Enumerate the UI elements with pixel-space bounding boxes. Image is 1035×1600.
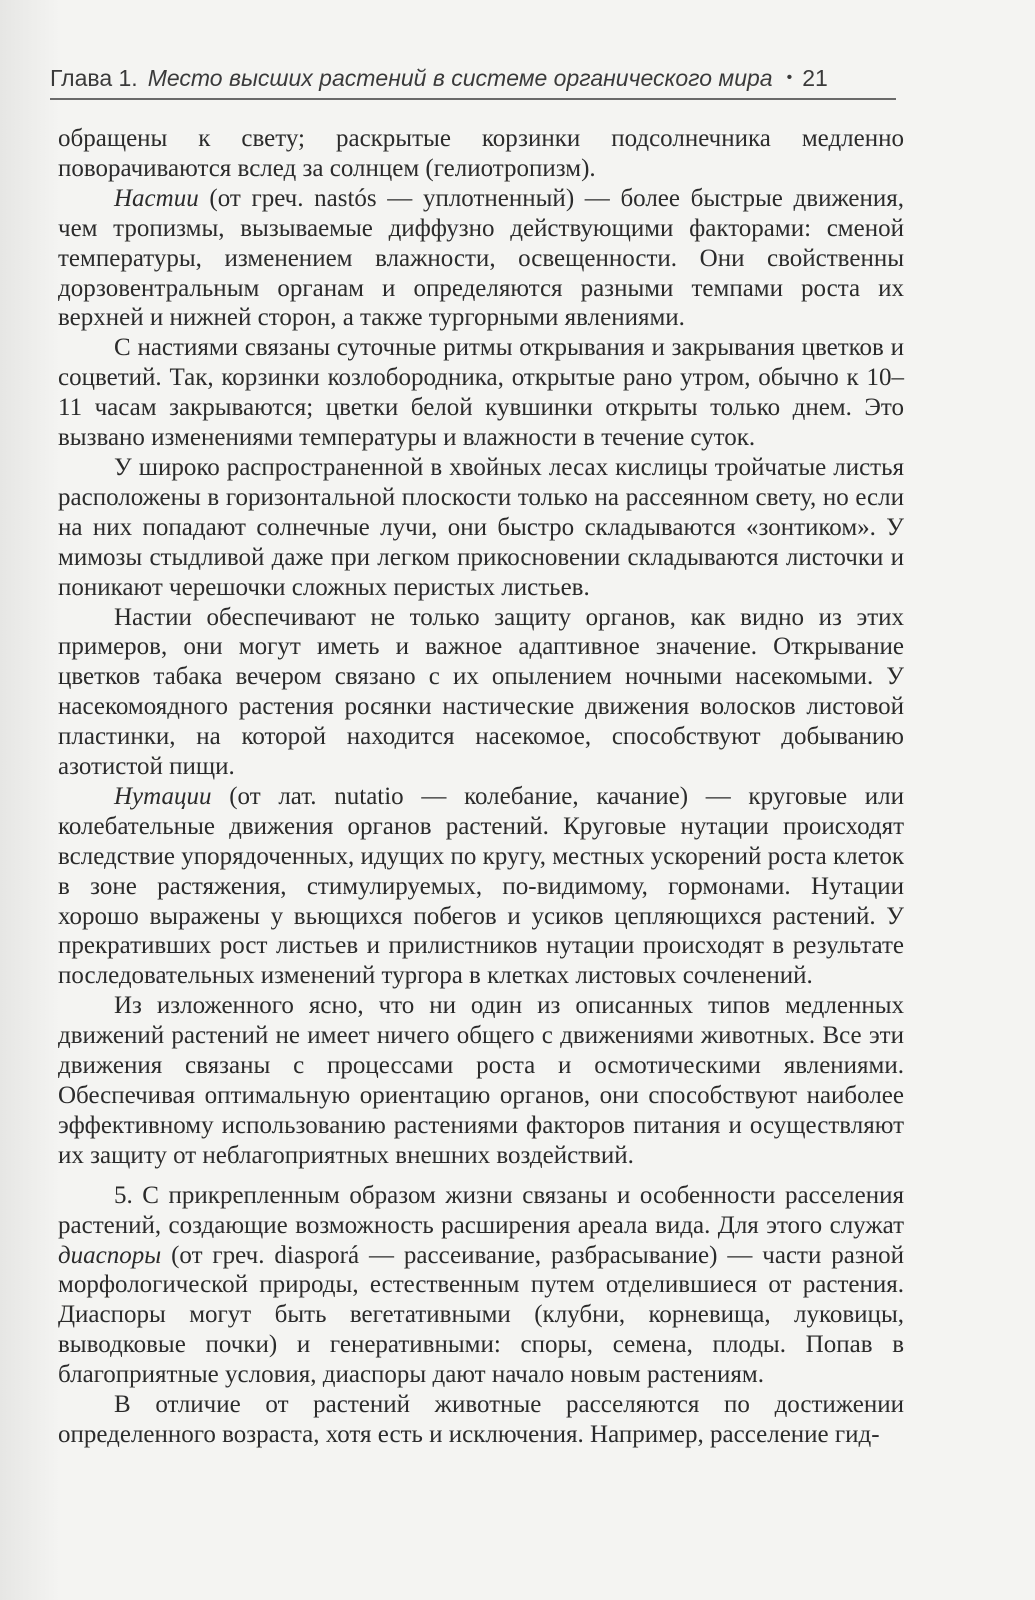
paragraph: С настиями связаны суточные ритмы открывания и закрывания цветков и соцветий. Так, корзинки козлобородника, открытые рано утром, обычно к 10–11 часам закрываются; цветки белой кувшинки открыты только днем. Это вызвано изменениями температуры и влажности в течение суток. bbox=[58, 334, 904, 452]
running-header bbox=[50, 58, 896, 100]
paragraph: обращены к свету; раскрытые корзинки подсолнечника медленно поворачиваются вслед за солнцем (гелиотропизм). bbox=[58, 125, 904, 182]
paragraph: Настии (от греч. nastós — уплотненный) — более быстрые движения, чем тропизмы, вызываемые диффузно действующими факторами: сменой температуры, изменением влажности, освещенности. Они свойственны дорзовентральным органам и определяются разными темпами роста их верхней и нижней сторон, а также тургорными явлениями. bbox=[58, 184, 904, 332]
term-nutatsii: Нутации bbox=[114, 782, 212, 810]
page-gutter-shadow bbox=[0, 0, 60, 1600]
chapter-number: Глава 1. bbox=[50, 64, 138, 91]
header-bullet: • bbox=[786, 69, 793, 86]
paragraph: Настии обеспечивают не только защиту органов, как видно из этих примеров, они могут иметь и важное адаптивное значение. Открывание цветков табака вечером связано с их опылением ночными насекомыми. У насекомоядного растения росянки настические движения волосков листовой пластинки, на которой находится насекомое, способствуют добыванию азотистой пищи. bbox=[58, 603, 904, 781]
term-nastii: Настии bbox=[114, 184, 199, 212]
paragraph: У широко распространенной в хвойных лесах кислицы тройчатые листья расположены в горизонтальной плоскости только на рассеянном свету, но если на них попадают солнечные лучи, они быстро складываются «зонтиком». У мимозы стыдливой даже при легком прикосновении складываются листочки и поникают черешочки сложных перистых листьев. bbox=[58, 453, 904, 601]
chapter-title: Место высших растений в системе органического мира bbox=[147, 64, 773, 91]
paragraph: Из изложенного ясно, что ни один из описанных типов медленных движений растений не имеет ничего общего с движениями животных. Все эти движения связаны с процессами роста и осмотическими явлениями. Обеспечивая оптимальную ориентацию органов, они способствуют наиболее эффективному использованию растениями факторов питания и осуществляют их защиту от неблагоприятных внешних воздействий. bbox=[58, 992, 904, 1169]
term-diaspory: диаспоры bbox=[58, 1241, 162, 1269]
paragraph: 5. С прикрепленным образом жизни связаны и особенности расселения растений, создающие возможность расширения ареала вида. Для этого служат диаспоры (от греч. diasporá — рассеивание, разбрасывание) — части разной морфологической природы, естественным путем отделившиеся от растения. Диаспоры могут быть вегетативными (клубни, корневища, луковицы, выводковые почки) и генеративными: споры, семена, плоды. Попав в благоприятные условия, диаспоры дают начало новым растениям. bbox=[58, 1181, 904, 1389]
page-number: 21 bbox=[802, 64, 828, 91]
body-text bbox=[58, 124, 904, 1450]
paragraph: В отличие от растений животные расселяются по достижении определенного возраста, хотя есть и исключения. Например, расселение гид- bbox=[58, 1391, 904, 1448]
paragraph: Нутации (от лат. nutatio — колебание, качание) — круговые или колебательные движения органов растений. Круговые нутации происходят вследствие упорядоченных, идущих по кругу, местных ускорений роста клеток в зоне растяжения, стимулируемых, по-видимому, гормонами. Нутации хорошо выражены у вьющихся побегов и усиков цепляющихся растений. У прекративших рост листьев и прилистников нутации происходят в результате последовательных изменений тургора в клетках листовых сочленений. bbox=[58, 782, 904, 990]
